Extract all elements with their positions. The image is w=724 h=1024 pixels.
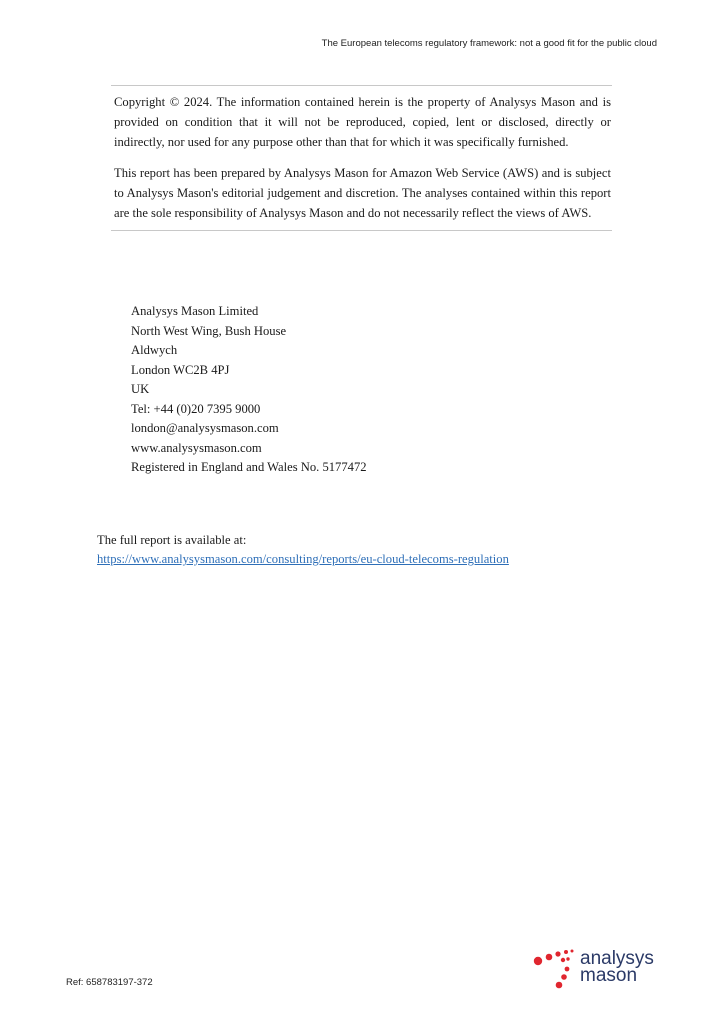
- copyright-paragraph: Copyright © 2024. The information contained herein is the property of Analysys Mason and is provided on condition that it will not be reproduced, copied, lent or disclosed, directly or indirectly, nor used for any purpose other than that for which it was specifically furnished.: [114, 95, 611, 149]
- logo-wordmark: [580, 950, 654, 984]
- address-registration: Registered in England and Wales No. 5177472: [131, 460, 367, 474]
- logo-dots-icon: [533, 945, 579, 991]
- disclaimer-paragraph: This report has been prepared by Analysys Mason for Amazon Web Service (AWS) and is subject to Analysys Mason's editorial judgement and discretion. The analyses contained within this report are the sole responsibility of Analysys Mason and do not necessarily reflect the views of AWS.: [114, 166, 611, 220]
- copyright-notice: [111, 85, 612, 231]
- address-country: UK: [131, 382, 150, 396]
- address-website: www.analysysmason.com: [131, 440, 262, 455]
- address-company: Analysys Mason Limited: [131, 304, 259, 318]
- full-report-link[interactable]: https://www.analysysmason.com/consulting/reports/eu-cloud-telecoms-regulation: [97, 552, 509, 566]
- address-district: Aldwych: [131, 343, 178, 357]
- logo-word-analysys: analysys: [580, 948, 654, 969]
- analysys-mason-logo: [533, 945, 673, 993]
- full-report-label: The full report is available at:: [97, 533, 247, 547]
- running-header: The European telecoms regulatory framework: not a good fit for the public cloud: [321, 38, 657, 49]
- address-street: North West Wing, Bush House: [131, 323, 287, 338]
- address-email: london@analysysmason.com: [131, 421, 279, 435]
- address-phone: Tel: +44 (0)20 7395 9000: [131, 401, 261, 416]
- address-city: London WC2B 4PJ: [131, 362, 230, 377]
- full-report-section: [97, 531, 509, 569]
- logo-word-mason: mason: [580, 965, 638, 986]
- address-block: [131, 302, 367, 478]
- reference-number: Ref: 658783197-372: [66, 977, 153, 988]
